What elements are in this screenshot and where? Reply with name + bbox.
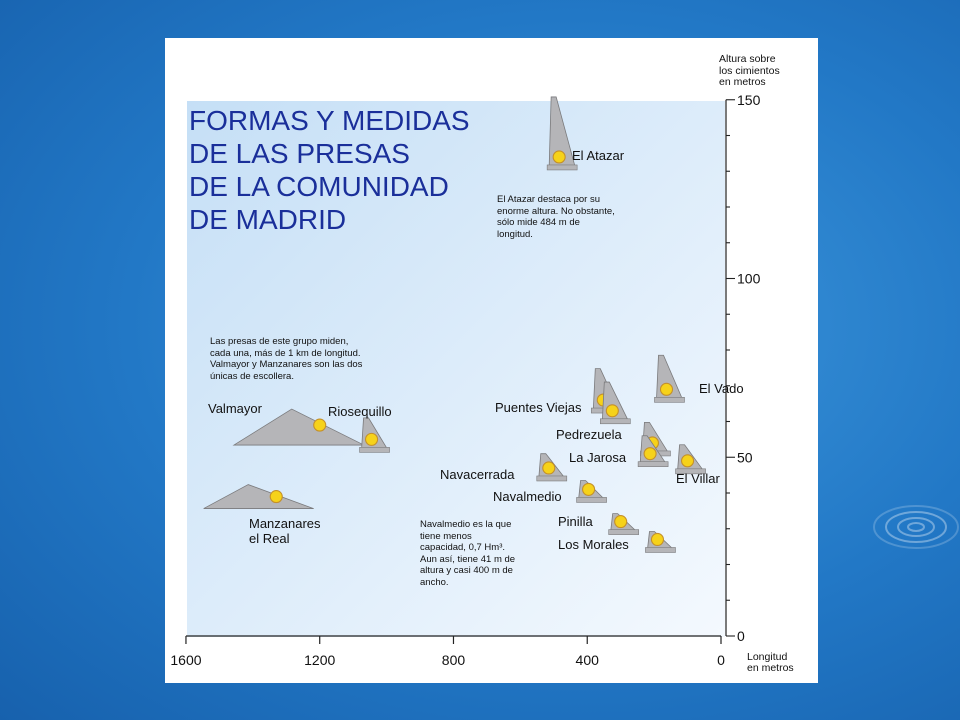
marker-los-morales xyxy=(651,533,663,545)
chart-panel xyxy=(165,38,818,683)
dam-base-pinilla xyxy=(609,530,639,535)
dam-base-los-morales xyxy=(645,547,675,552)
marker-navalmedio xyxy=(583,483,595,495)
dam-base-puentes-viejas xyxy=(600,419,630,424)
label-riosequillo: Riosequillo xyxy=(328,404,392,419)
x-axis-label: Longitud en metros xyxy=(747,651,794,674)
marker-puentes-viejas xyxy=(606,405,618,417)
y-axis-label: Altura sobre los cimientos en metros xyxy=(719,53,780,88)
atazar-note: El Atazar destaca por su enorme altura. No obstante, sólo mide 484 m de longitud. xyxy=(497,194,615,240)
label-pedrezuela: Pedrezuela xyxy=(556,427,622,442)
dam-base-el-atazar xyxy=(547,165,577,170)
group-note: Las presas de este grupo miden, cada una, más de 1 km de longitud. Valmayor y Manzanares son las dos únicas de escollera. xyxy=(210,336,363,382)
label-el-vado: El Vado xyxy=(699,381,744,396)
marker-navacerrada xyxy=(543,462,555,474)
x-tick-label-400: 400 xyxy=(575,652,599,668)
label-navacerrada: Navacerrada xyxy=(440,467,515,482)
marker-riosequillo xyxy=(366,433,378,445)
label-el-villar: El Villar xyxy=(676,471,720,486)
navalmedio-note: Navalmedio es la que tiene menos capacidad, 0,7 Hm³. Aun así, tiene 41 m de altura y casi 400 m de ancho. xyxy=(420,519,516,588)
slide-title: FORMAS Y MEDIDAS DE LAS PRESAS DE LA COMUNIDAD DE MADRID xyxy=(189,105,470,235)
marker-la-jarosa xyxy=(644,448,656,460)
marker-el-villar xyxy=(682,455,694,467)
marker-valmayor xyxy=(314,419,326,431)
y-tick-label-150: 150 xyxy=(737,91,761,108)
label-puentes-viejas: Puentes Viejas xyxy=(495,400,582,415)
label-el-atazar: El Atazar xyxy=(572,148,625,163)
dam-base-la-jarosa xyxy=(638,462,668,467)
x-tick-label-800: 800 xyxy=(441,652,466,668)
label-los-morales: Los Morales xyxy=(558,537,629,552)
label-navalmedio: Navalmedio xyxy=(493,489,562,504)
dam-base-navalmedio xyxy=(577,497,607,502)
dam-base-navacerrada xyxy=(537,476,567,481)
x-tick-label-1600: 1600 xyxy=(170,652,202,668)
y-tick-label-50: 50 xyxy=(737,449,753,466)
marker-manzanares-el-real xyxy=(270,491,282,503)
marker-pinilla xyxy=(615,516,627,528)
label-la-jarosa: La Jarosa xyxy=(569,450,627,465)
label-manzanares-el-real: Manzanares el Real xyxy=(249,516,321,546)
y-tick-label-0: 0 xyxy=(737,628,745,644)
y-tick-label-100: 100 xyxy=(737,270,761,287)
marker-el-atazar xyxy=(553,151,565,163)
label-valmayor: Valmayor xyxy=(208,401,262,416)
x-tick-label-1200: 1200 xyxy=(304,652,336,668)
dam-base-riosequillo xyxy=(360,447,390,452)
label-pinilla: Pinilla xyxy=(558,514,593,529)
marker-el-vado xyxy=(660,383,672,395)
dam-base-el-vado xyxy=(654,397,684,402)
x-tick-label-0: 0 xyxy=(717,652,725,668)
